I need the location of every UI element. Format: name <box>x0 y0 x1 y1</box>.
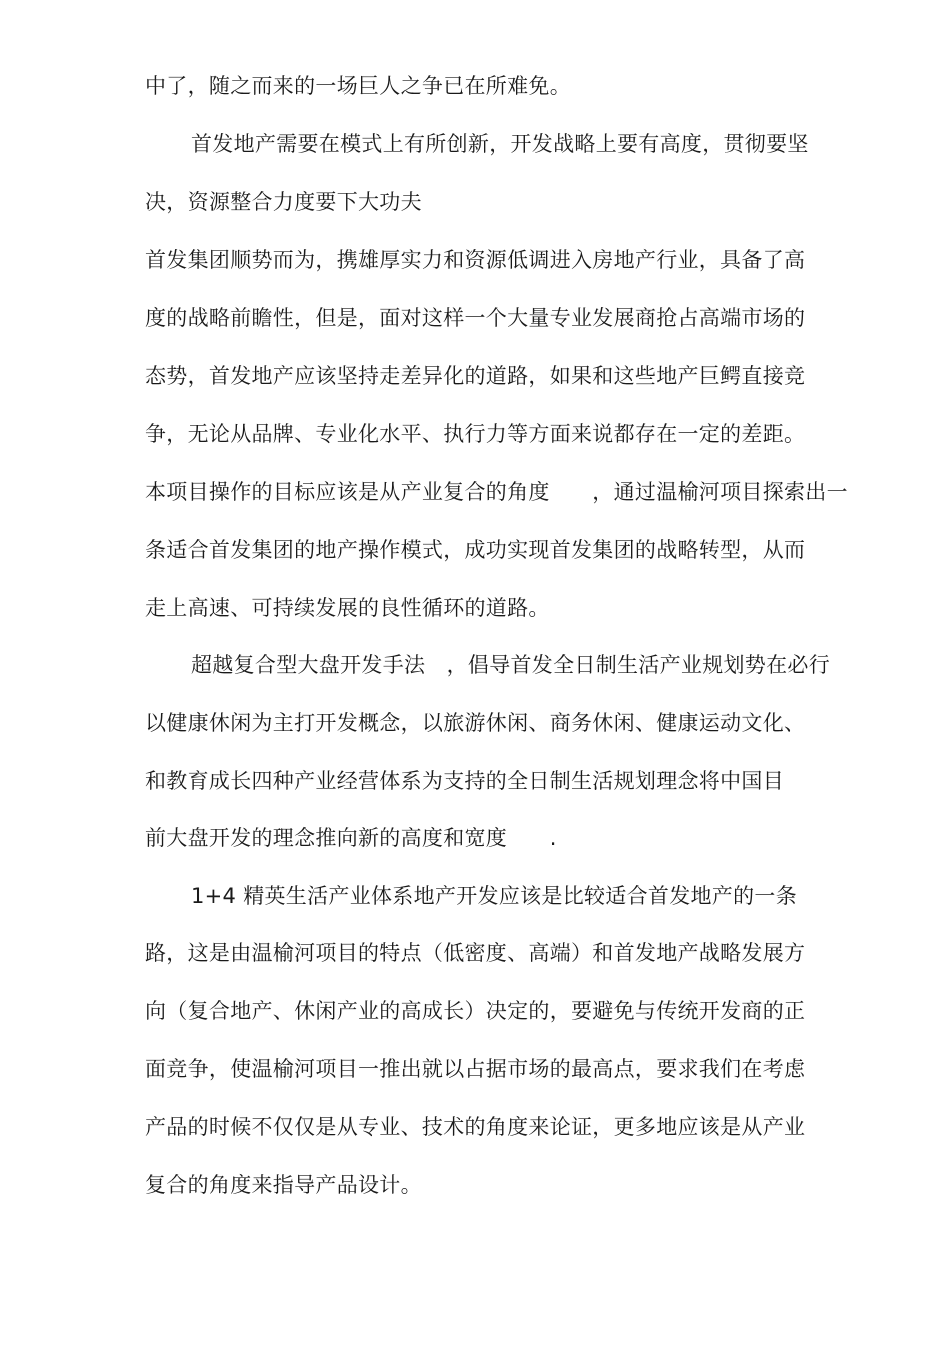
text-line: 产品的时候不仅仅是从专业、技术的角度来论证，更多地应该是从产业 <box>145 1115 806 1139</box>
text-line: 以健康休闲为主打开发概念，以旅游休闲、商务休闲、健康运动文化、 <box>145 711 806 735</box>
text-line: 争，无论从品牌、专业化水平、执行力等方面来说都存在一定的差距。 <box>145 422 806 446</box>
paragraph-first-line: 超越复合型大盘开发手法 ，倡导首发全日制生活产业规划势在必行 <box>191 653 830 677</box>
text-line: 向（复合地产、休闲产业的高成长）决定的，要避免与传统开发商的正 <box>145 999 806 1023</box>
paragraph-first-line: 首发地产需要在模式上有所创新，开发战略上要有高度，贯彻要坚 <box>191 132 809 156</box>
text-line: 态势，首发地产应该坚持走差异化的道路，如果和这些地产巨鳄直接竞 <box>145 364 806 388</box>
text-line: 度的战略前瞻性，但是，面对这样一个大量专业发展商抢占高端市场的 <box>145 306 806 330</box>
text-line: 路，这是由温榆河项目的特点（低密度、高端）和首发地产战略发展方 <box>145 941 806 965</box>
text-line: 首发集团顺势而为，携雄厚实力和资源低调进入房地产行业，具备了高 <box>145 248 806 272</box>
text-line: 复合的角度来指导产品设计。 <box>145 1173 422 1197</box>
paragraph-first-line: 1+4 精英生活产业体系地产开发应该是比较适合首发地产的一条 <box>191 884 797 908</box>
text-line: 中了，随之而来的一场巨人之争已在所难免。 <box>145 74 571 98</box>
text-line: 走上高速、可持续发展的良性循环的道路。 <box>145 596 550 620</box>
text-line: 决，资源整合力度要下大功夫 <box>145 190 422 214</box>
text-line: 本项目操作的目标应该是从产业复合的角度 ，通过温榆河项目探索出一 <box>145 480 848 504</box>
text-line: 面竞争，使温榆河项目一推出就以占据市场的最高点，要求我们在考虑 <box>145 1057 806 1081</box>
text-line: 条适合首发集团的地产操作模式，成功实现首发集团的战略转型，从而 <box>145 538 806 562</box>
text-line: 前大盘开发的理念推向新的高度和宽度 . <box>145 826 557 850</box>
text-line: 和教育成长四种产业经营体系为支持的全日制生活规划理念将中国目 <box>145 769 784 793</box>
